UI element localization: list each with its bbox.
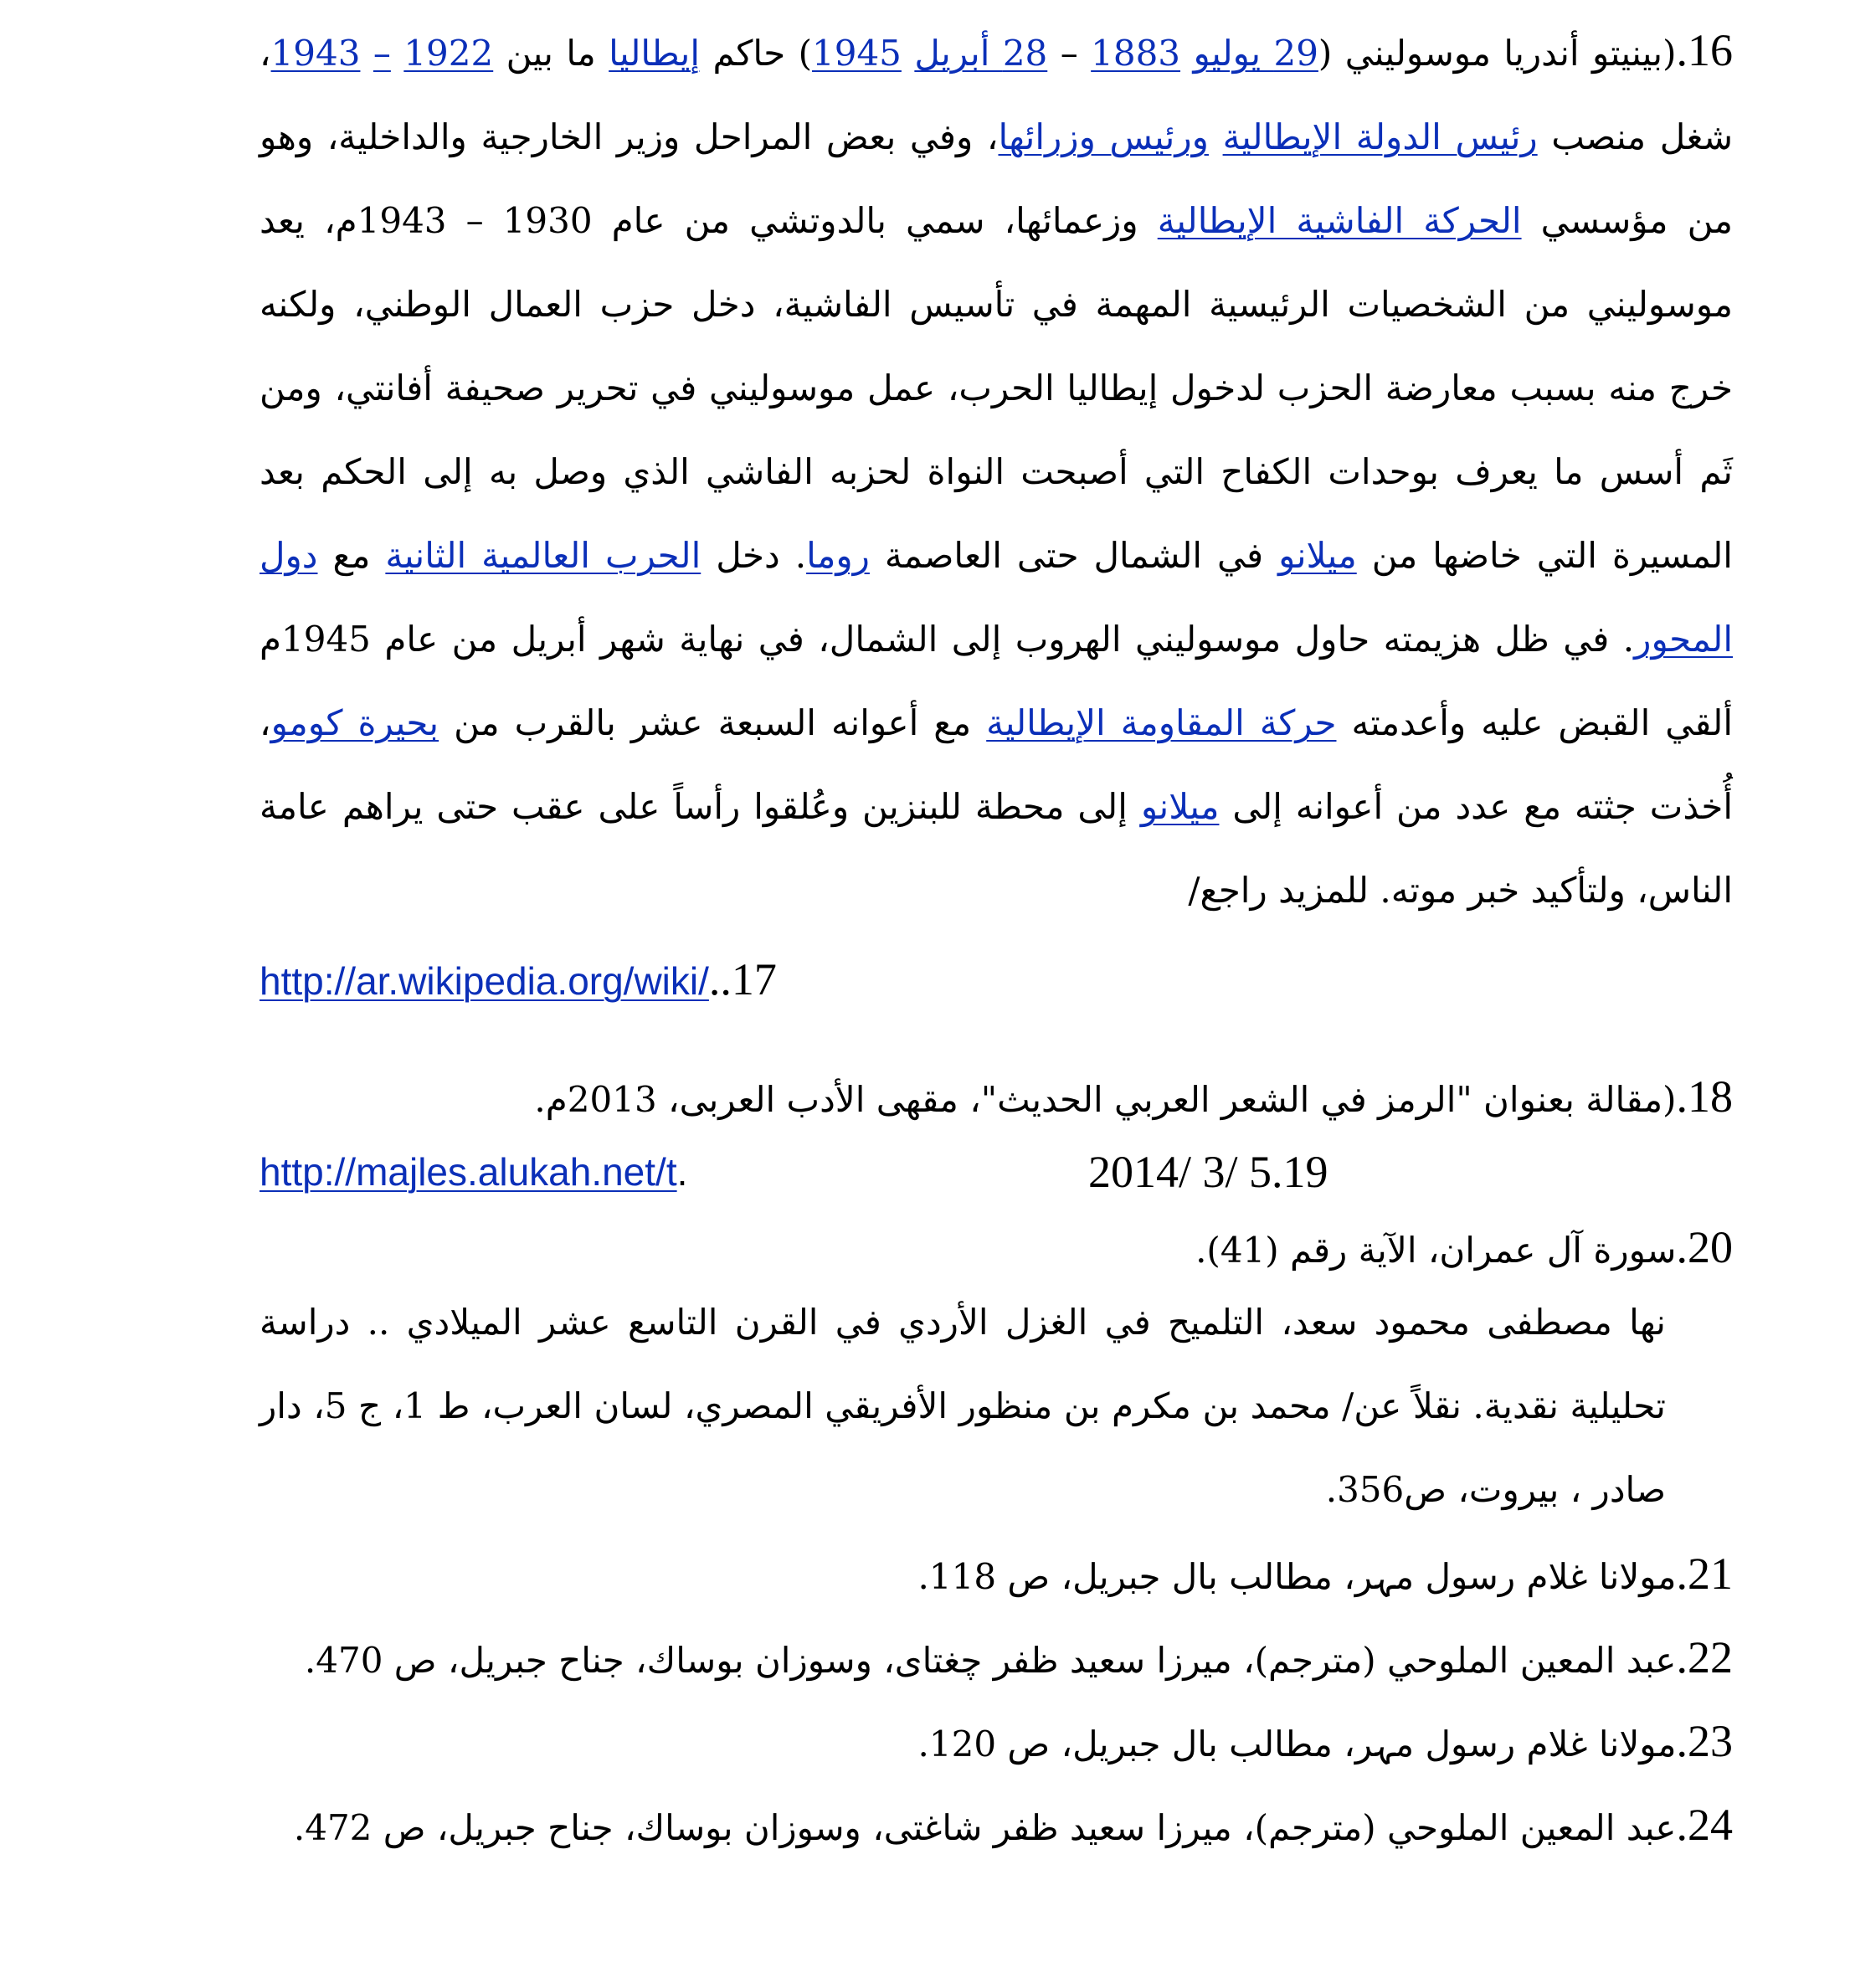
footnote-number: 24. — [1676, 1800, 1733, 1850]
link-italian-resistance[interactable]: حركة المقاومة الإيطالية — [986, 702, 1337, 743]
link-world-war-2[interactable]: الحرب العالمية الثانية — [385, 535, 701, 576]
footnote-19-url-line — [260, 1138, 687, 1215]
footnote-24 — [260, 1783, 1733, 1870]
link-italy[interactable]: إيطاليا — [609, 33, 701, 74]
footnote-number: 23. — [1676, 1716, 1733, 1766]
footnote-text: ) حاكم — [700, 33, 813, 74]
footnote-text: مولانا غلام رسول مہر، مطالب بال جبريل، ص 118. — [917, 1556, 1677, 1597]
footnote-number: 21. — [1676, 1549, 1733, 1599]
footnote-20 — [260, 1214, 1733, 1284]
link-head-of-state[interactable]: رئيس الدولة الإيطالية — [1222, 116, 1538, 157]
trailing-dot: . — [676, 1150, 688, 1194]
link-head-of-government[interactable]: ورئيس وزرائها — [998, 116, 1209, 157]
footnote-text: في الشمال حتى العاصمة — [869, 535, 1279, 576]
footnote-text: ما بين — [493, 33, 609, 74]
footnote-20-continuation: نها مصطفى محمود سعد، التلميح في الغزل الأردي في القرن التاسع عشر الميلادي .. دراسة تحليلية نقدية. نقلاً عن/ محمد بن مكرم بن منظور الأفريقي المصري، لسان العرب، ط 1، ج 5، دار صادر ، بيروت، ص356. — [260, 1302, 1666, 1510]
link-1922[interactable]: 1922 — [403, 33, 494, 74]
link-1943[interactable]: 1943 — [270, 33, 361, 74]
footnote-text: (بينيتو أندريا موسوليني ( — [1318, 33, 1677, 74]
link-milan[interactable]: ميلانو — [1278, 535, 1357, 576]
footnote-18 — [260, 1063, 1733, 1133]
footnote-17 — [260, 937, 837, 1025]
footnote-text: . في ظل هزيمته حاول موسوليني الهروب إلى الشمال، في نهاية شهر أبريل من عام 1945م ألقي القبض عليه وأعدمته — [260, 619, 1733, 743]
footnote-number: 20. — [1676, 1222, 1733, 1272]
footnote-text: عبد المعين الملوحي (مترجم)، ميرزا سعيد ظفر شاغتى، وسوزان بوساك، جناح جبريل، ص 472. — [293, 1807, 1677, 1848]
link-rome[interactable]: روما — [806, 535, 870, 576]
footnote-text: إلى محطة للبنزين وعُلقوا رأساً على عقب حتى يراهم عامة الناس، ولتأكيد خبر موته. للمزيد راجع/ — [260, 786, 1733, 911]
link-milan-2[interactable]: ميلانو — [1140, 786, 1220, 827]
space — [902, 33, 914, 74]
footnote-text: عبد المعين الملوحي (مترجم)، ميرزا سعيد ظفر چغتاى، وسوزان بوساك، جناح جبريل، ص 470. — [304, 1640, 1677, 1681]
link-29-july[interactable]: 29 يوليو — [1193, 33, 1318, 74]
footnote-text: مع — [317, 535, 386, 576]
footnote-text: مولانا غلام رسول مہر، مطالب بال جبريل، ص 120. — [917, 1723, 1677, 1765]
footnote-text: ، أُخذت جثته مع عدد من أعوانه إلى — [260, 702, 1733, 827]
footnote-16 — [260, 8, 1733, 932]
footnote-number: 18. — [1676, 1071, 1733, 1122]
footnote-text: مع أعوانه السبعة عشر بالقرب من — [439, 702, 987, 743]
space — [391, 33, 403, 74]
link-1883[interactable]: 1883 — [1091, 33, 1181, 74]
footnote-text: وزعمائها، سمي بالدوتشي من عام 1930 – 1943م، يعد موسوليني من الشخصيات الرئيسية المهمة في تأسيس الفاشية، دخل حزب العمال الوطني، ولكنه خرج منه بسبب معارضة الحزب لدخول إيطاليا الحرب، عمل موسوليني في تحرير صحيفة أفانتي، ومن ثَم أسس ما يعرف بوحدات الكفاح التي أصبحت النواة لحزبه الفاشي الذي وصل به إلى الحكم بعد المسيرة التي خاضها من — [260, 200, 1733, 576]
space — [1180, 33, 1193, 74]
footnote-text: . دخل — [701, 535, 807, 576]
footnote-19-date: 2014/ 3/ 5.19 — [1088, 1147, 1328, 1197]
footnote-number: ..17 — [708, 954, 777, 1004]
footnote-21 — [260, 1532, 1733, 1619]
footnote-number: 16. — [1676, 25, 1733, 75]
footnote-23 — [260, 1699, 1733, 1786]
footnote-text: سورة آل عمران، الآية رقم (41). — [1195, 1230, 1677, 1271]
link-28-april[interactable]: 28 أبريل — [914, 33, 1048, 74]
link-axis-powers[interactable]: دول المحور — [260, 535, 1733, 660]
footnote-number: 22. — [1676, 1632, 1733, 1682]
footnote-text: (مقالة بعنوان "الرمز في الشعر العربي الحديث"، مقهى الأدب العربى، 2013م. — [534, 1079, 1677, 1120]
space — [1209, 116, 1223, 157]
link-wikipedia[interactable]: http://ar.wikipedia.org/wiki/ — [260, 959, 709, 1003]
dash-separator: – — [1047, 33, 1092, 74]
space — [360, 33, 373, 74]
footnote-text: ، شغل منصب — [260, 33, 1734, 157]
footnote-text: ، وفي بعض المراحل وزير الخارجية والداخلية، وهو من مؤسسي — [260, 116, 1734, 241]
link-alukah[interactable]: http://majles.alukah.net/t — [260, 1150, 677, 1194]
footnote-22 — [260, 1616, 1733, 1703]
link-fascist-movement[interactable]: الحركة الفاشية الإيطالية — [1157, 200, 1522, 241]
link-1945[interactable]: 1945 — [812, 33, 902, 74]
link-lake-como[interactable]: بحيرة كومو — [270, 702, 439, 743]
link-dash[interactable]: – — [373, 33, 391, 74]
